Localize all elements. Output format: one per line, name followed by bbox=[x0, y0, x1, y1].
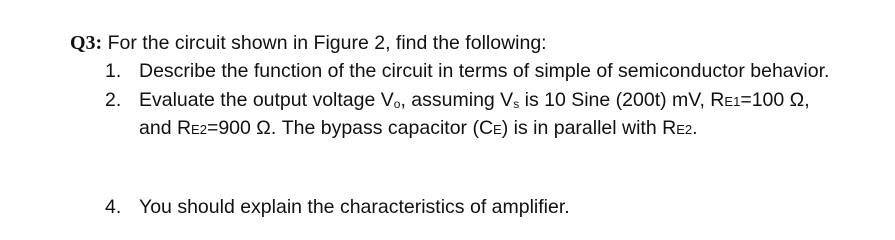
item2-line2-text-d: . bbox=[692, 117, 698, 139]
item2-line2-text-a: and R bbox=[139, 117, 192, 139]
question-number: Q3: bbox=[70, 32, 103, 54]
list-item-1 bbox=[105, 60, 829, 83]
list-item-text: Describe the function of the circuit in terms of simple of semiconductor behavior. bbox=[139, 60, 830, 82]
list-item-number: 4. bbox=[105, 196, 122, 218]
question-heading bbox=[70, 32, 547, 55]
list-item-4 bbox=[105, 196, 570, 219]
re1-subscript: E1 bbox=[724, 94, 741, 109]
list-item-number: 1. bbox=[105, 60, 122, 82]
item2-line1-text-c: is 10 Sine (200t) mV, R bbox=[519, 89, 725, 111]
list-item-text: You should explain the characteristics of amplifier. bbox=[139, 196, 570, 218]
list-item-2-continuation bbox=[139, 117, 698, 140]
item2-line1-text-d: =100 Ω, bbox=[740, 89, 810, 111]
re2-subscript-b: E2 bbox=[676, 122, 693, 137]
vs-subscript: s bbox=[513, 97, 520, 111]
ce-subscript: E bbox=[493, 122, 502, 137]
item2-line2-text-b: =900 Ω. The bypass capacitor (C bbox=[206, 117, 494, 139]
item2-line2-text-c: ) is in parallel with R bbox=[501, 117, 677, 139]
item2-line1-text-b: , assuming V bbox=[400, 89, 514, 111]
question-prompt: For the circuit shown in Figure 2, find the following: bbox=[107, 32, 547, 54]
item2-line1-text-a: Evaluate the output voltage V bbox=[139, 89, 394, 111]
vo-subscript: o bbox=[393, 97, 401, 111]
list-item-number: 2. bbox=[105, 89, 122, 111]
re2-subscript: E2 bbox=[191, 122, 207, 137]
list-item-2 bbox=[105, 89, 810, 112]
